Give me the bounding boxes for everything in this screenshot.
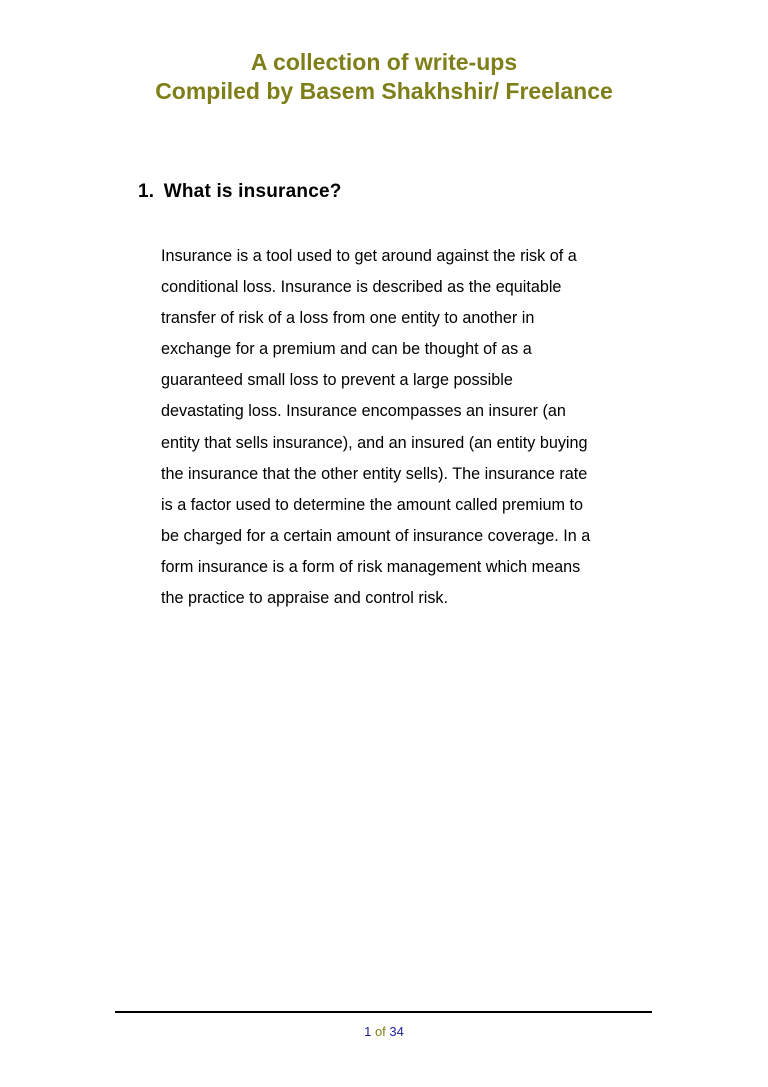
title-line-1: A collection of write-ups xyxy=(250,49,518,75)
section-number: 1. xyxy=(138,181,155,202)
page-indicator xyxy=(0,1024,768,1040)
page-total: 34 xyxy=(389,1024,404,1039)
body-line: exchange for a premium and can be thought of as a xyxy=(161,340,532,359)
body-line: transfer of risk of a loss from one entity to another in xyxy=(161,309,535,328)
body-line: entity that sells insurance), and an insured (an entity buying xyxy=(161,433,588,452)
body-line: devastating loss. Insurance encompasses an insurer (an xyxy=(161,402,566,421)
body-line: form insurance is a form of risk management which means xyxy=(161,557,581,576)
section-body xyxy=(161,241,721,614)
body-line: be charged for a certain amount of insurance coverage. In a xyxy=(161,526,591,545)
body-line: is a factor used to determine the amount called premium to xyxy=(161,495,583,514)
body-line: conditional loss. Insurance is described as the equitable xyxy=(161,278,562,297)
body-line: the insurance that the other entity sells). The insurance rate xyxy=(161,464,588,483)
body-line: the practice to appraise and control risk. xyxy=(161,589,449,608)
title-line-2: Compiled by Basem Shakhshir/ Freelance xyxy=(155,78,613,104)
page-of-label: of xyxy=(374,1024,386,1039)
document-title xyxy=(0,48,768,106)
body-line: guaranteed small loss to prevent a large possible xyxy=(161,371,513,390)
footer-divider xyxy=(115,1011,652,1013)
section-heading-text: What is insurance? xyxy=(163,181,342,202)
body-line: Insurance is a tool used to get around against the risk of a xyxy=(161,247,577,265)
page-current: 1 xyxy=(364,1024,372,1039)
section-heading xyxy=(138,179,342,205)
